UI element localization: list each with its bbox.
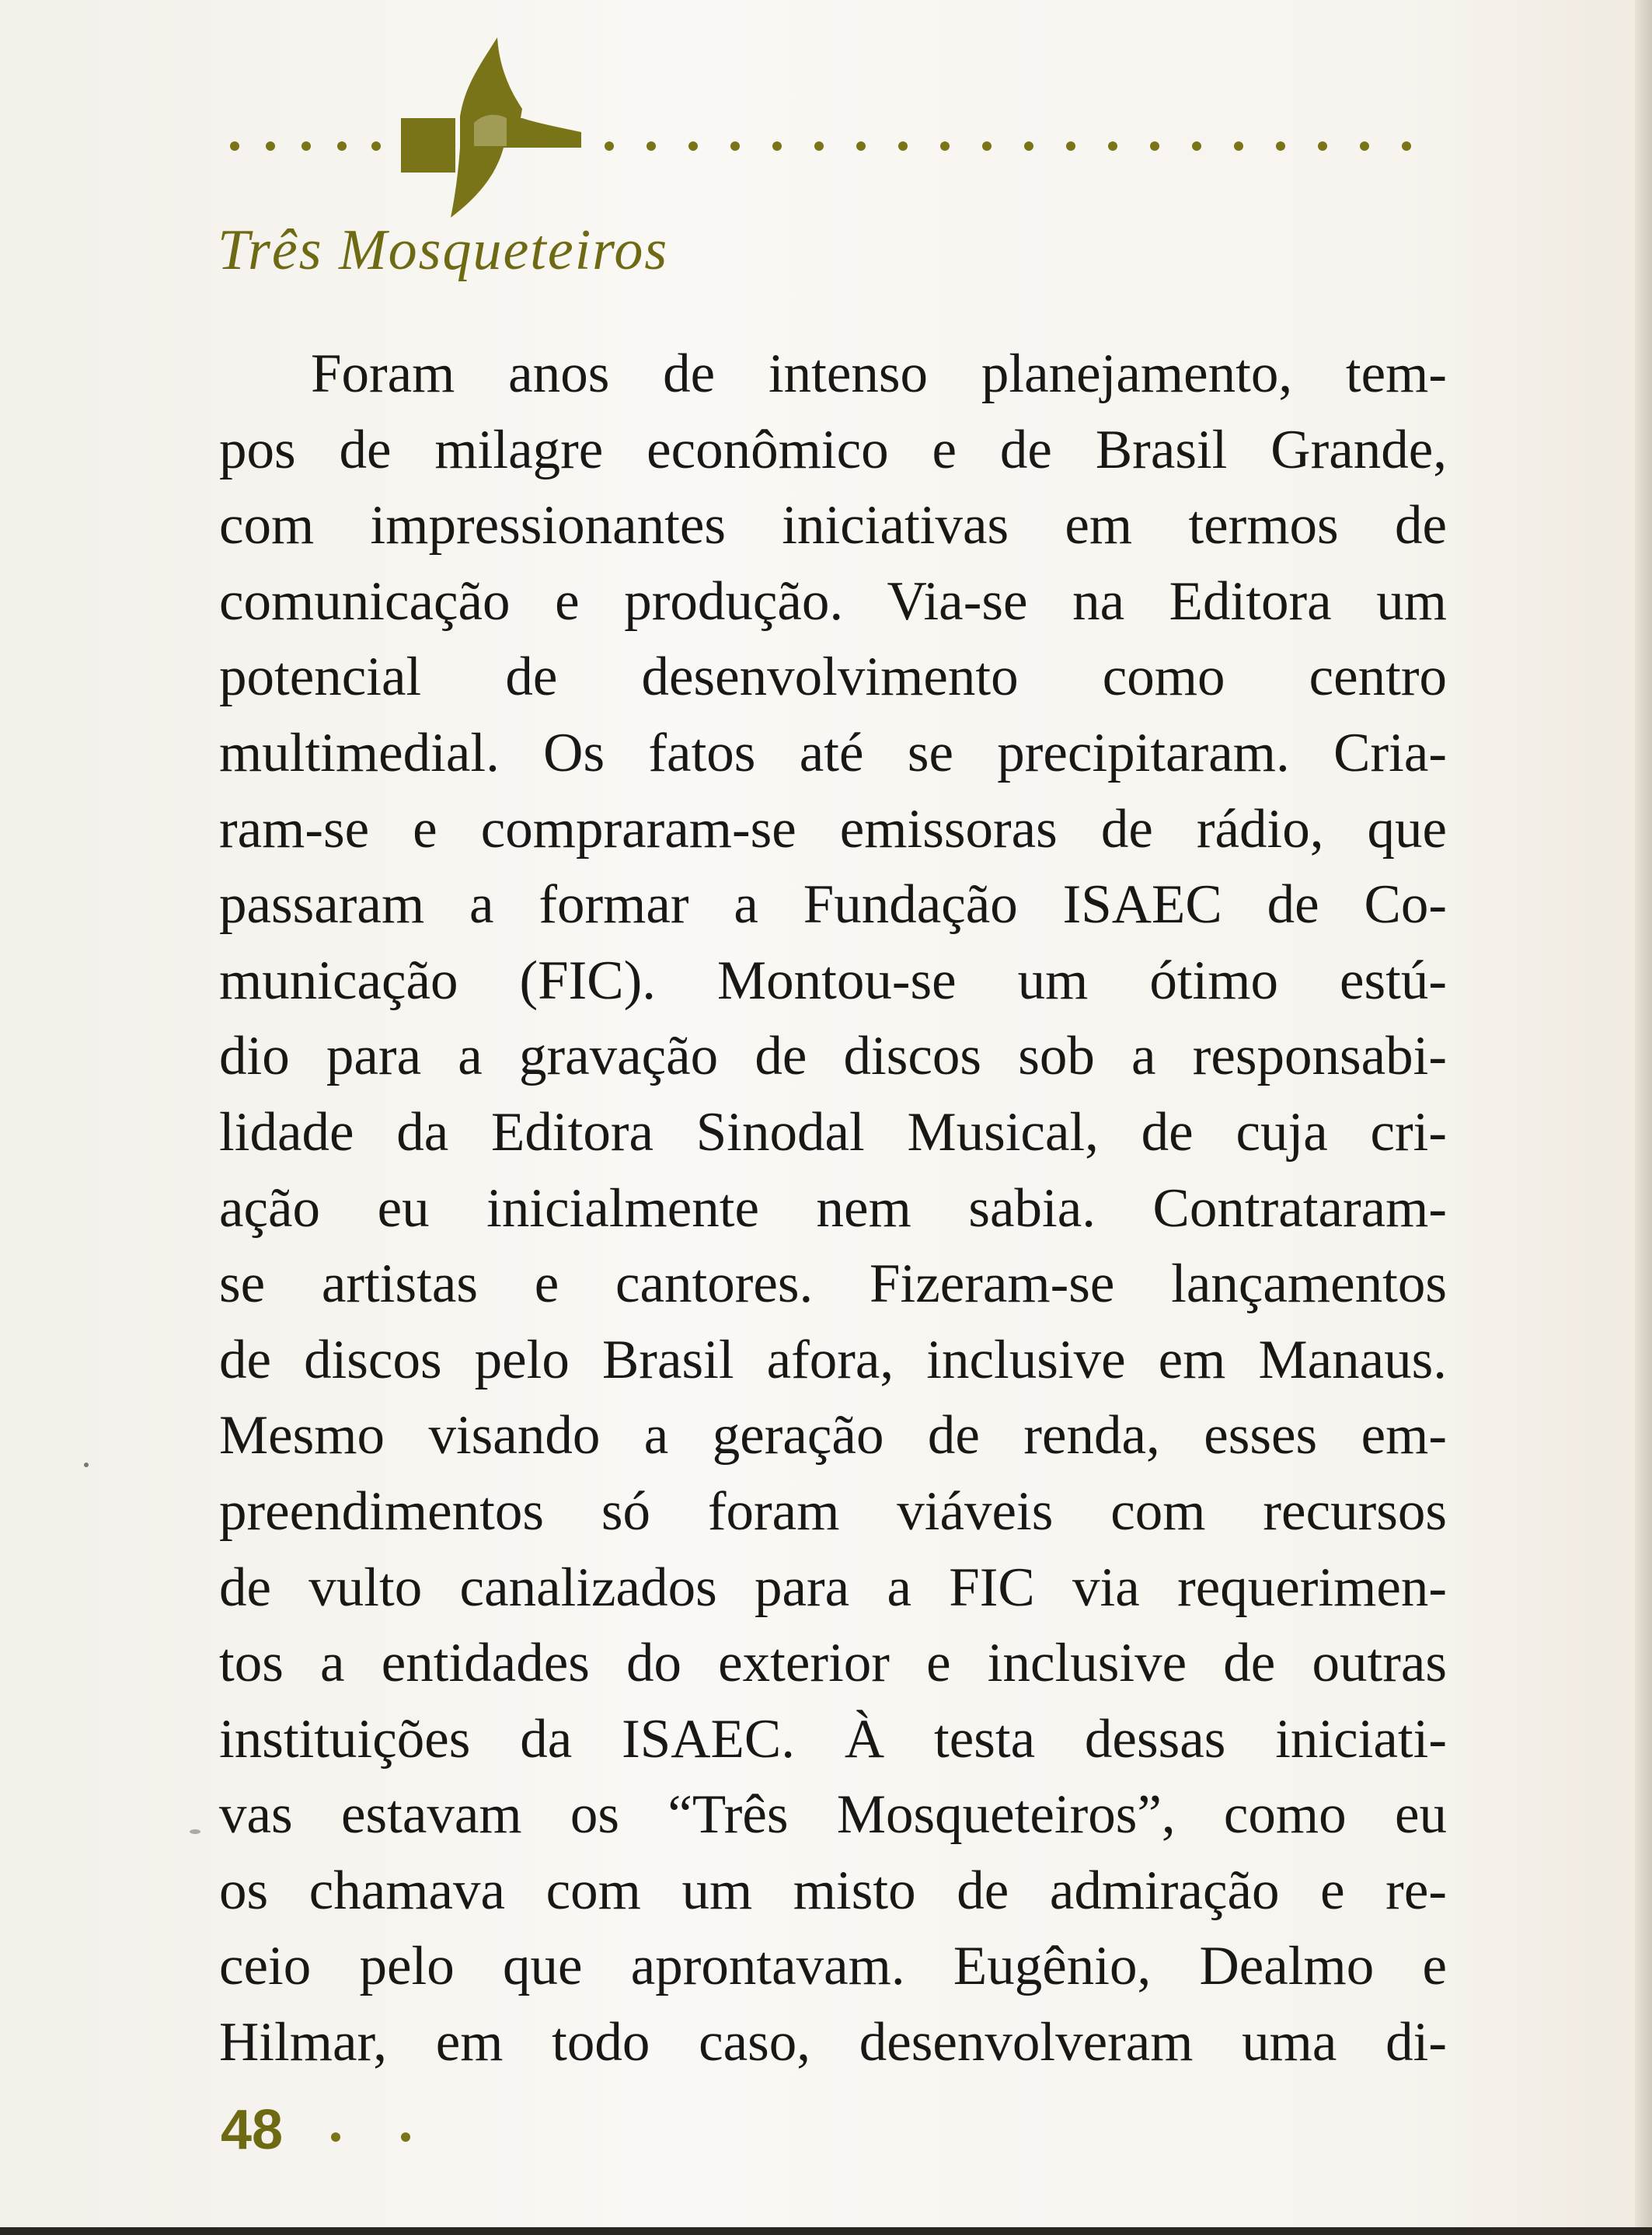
cross-leaf-ornament-icon [218,31,1461,218]
chapter-title: Três Mosqueteiros [218,218,669,282]
text-line: preendimentos só foram viáveis com recursos [219,1480,1447,1542]
page-edge-bottom [0,2227,1652,2235]
text-line: tos a entidades do exterior e inclusive de outras [219,1633,1447,1694]
page-number: 48 [221,2099,284,2161]
text-line: com impressionantes iniciativas em termos de [219,495,1447,556]
text-line: passaram a formar a Fundação ISAEC de Co- [219,874,1447,936]
text-line: instituições da ISAEC. À testa dessas iniciati- [219,1708,1447,1770]
text-line: ram-se e compraram-se emissoras de rádio, que [219,798,1447,859]
text-line: Mesmo visando a geração de renda, esses em- [219,1405,1447,1466]
text-line: de vulto canalizados para a FIC via requerimen- [219,1557,1447,1618]
text-line: lidade da Editora Sinodal Musical, de cuja cri- [219,1101,1447,1163]
text-line: de discos pelo Brasil afora, inclusive em Manaus. [219,1329,1447,1390]
scan-speck [84,1463,89,1467]
text-line: os chamava com um misto de admiração e re- [219,1860,1447,1921]
text-line: Hilmar, em todo caso, desenvolveram uma di- [219,2012,1447,2073]
text-line: multimedial. Os fatos até se precipitaram. Cria- [219,722,1447,783]
text-line: ação eu inicialmente nem sabia. Contrataram- [219,1177,1447,1239]
text-line: comunicação e produção. Via-se na Editora um [219,570,1447,632]
text-line: pos de milagre econômico e de Brasil Grande, [219,419,1447,480]
text-line: municação (FIC). Montou-se um ótimo estú- [219,950,1447,1011]
text-line: se artistas e cantores. Fizeram-se lançamentos [219,1253,1447,1315]
body-text [219,336,1447,2081]
text-line: dio para a gravação de discos sob a responsabi- [219,1026,1447,1087]
text-line: potencial de desenvolvimento como centro [219,647,1447,708]
page-edge-right [1635,0,1652,2235]
footer-dots-icon [326,2129,420,2145]
scan-speck [190,1829,200,1834]
text-line: ceio pelo que aprontavam. Eugênio, Dealmo e [219,1936,1447,1997]
text-line: vas estavam os “Três Mosqueteiros”, como eu [219,1784,1447,1846]
text-line: Foram anos de intenso planejamento, tem- [311,343,1447,404]
